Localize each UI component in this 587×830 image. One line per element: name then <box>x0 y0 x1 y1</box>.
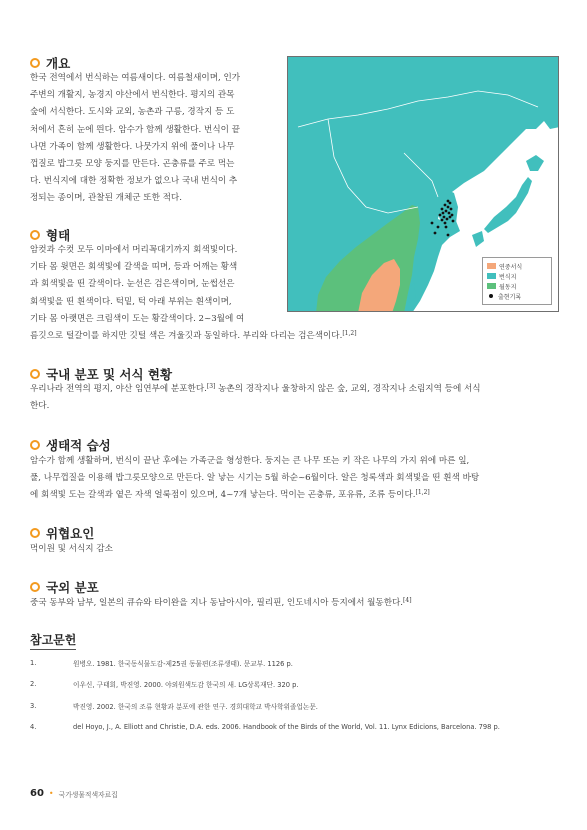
text-line: 정되는 종이며, 관찰된 개체군 또한 적다. <box>30 193 182 204</box>
text-line: 암컷과 수컷 모두 이마에서 머리꼭대기까지 회색빛이다. <box>30 245 238 255</box>
resident-swatch-icon <box>487 263 496 269</box>
text-line: 처에서 흔히 눈에 띈다. 암수가 함께 생활한다. 번식이 끝 <box>30 124 240 135</box>
text-line: 기타 몸 아랫면은 크림색이 도는 황갈색이다. 2~3월에 여 <box>30 313 245 324</box>
circle-bullet-icon <box>30 230 40 240</box>
legend-item-breeding: 번식지 <box>487 271 547 281</box>
section-title-morphology: 형태 <box>30 226 70 244</box>
circle-bullet-icon <box>30 58 40 68</box>
references-list <box>30 654 560 739</box>
reference-item: 3. 박진영. 2002. 한국의 조류 현황과 분포에 관한 연구. 경희대학교 박사학위졸업논문. <box>30 701 318 711</box>
text-line: 주변의 개활지, 농경지 야산에서 번식한다. 평지의 관목 <box>30 90 235 101</box>
publication-name: 국가생물적색자료집 <box>58 790 118 799</box>
text-line: 다. 번식지에 대한 정확한 정보가 없으나 국내 번식이 추 <box>30 176 238 187</box>
references-title: 참고문헌 <box>30 631 76 650</box>
section-title-overview: 개요 <box>30 54 70 72</box>
legend-item-record: 출현기록 <box>487 291 547 301</box>
text-line: 기타 몸 윗면은 회색빛에 갈색을 띠며, 등과 어깨는 황색 <box>30 262 238 273</box>
text-line: 나면 가족이 함께 생활한다. 나뭇가지 위에 풀이나 나무 <box>30 141 235 152</box>
citation: [1,2] <box>415 489 430 497</box>
circle-bullet-icon <box>30 528 40 538</box>
reference-item: 1. 원병오. 1981. 한국동식물도감-제25권 동물편(조류생태). 문교부. 1126 p. <box>30 659 293 668</box>
page-footer <box>30 788 118 799</box>
circle-bullet-icon <box>30 582 40 592</box>
reference-item: 2. 이우신, 구태회, 박진영. 2000. 야외원색도감 한국의 새. LG상록재단. 320 p. <box>30 680 299 690</box>
abroad-paragraph: 중국 동부와 남부, 일본의 큐슈와 타이완을 지나 동남아시아, 필리핀, 인도네시아 등지에서 월동한다.[4] <box>30 597 412 608</box>
wintering-swatch-icon <box>487 283 496 289</box>
circle-bullet-icon <box>30 369 40 379</box>
section-title-threats: 위협요인 <box>30 524 94 542</box>
section-title-ecology: 생태적 습성 <box>30 436 111 454</box>
circle-bullet-icon <box>30 440 40 450</box>
ecology-paragraph: 암수가 함께 생활하며, 번식이 끝난 후에는 가족군을 형성한다. 둥지는 큰 나무 또는 키 작은 나무의 가지 위에 마른 잎, 풀, 나무껍질을 이용해 밥그릇모양으로 만든다. 알 낳는 시기는 5월 하순~6월이다. 알은 청록색과 회색빛을 띤 흰색 바탕 에 회색빛 도는 갈색과 옅은 자색 얼룩점이 있으며, 4~7개 낳는다. 먹이는 곤충류, 포유류, 조류 등이다.[1,2] <box>30 456 480 501</box>
morphology-last-line: 름깃으로 털갈이를 하지만 깃털 색은 겨울깃과 동일하다. 부리와 다리는 검은색이다.[1,2] <box>30 330 357 341</box>
reference-item: 4. del Hoyo, J., A. Elliott and Christie, D.A. eds. 2006. Handbook of the Birds of the World, Vol. 11. Lynx Edicions, Barcelona. 798 p. <box>30 722 500 731</box>
section-title-abroad: 국외 분포 <box>30 578 99 596</box>
citation: [3] <box>206 383 216 390</box>
text-line: 껍질로 밥그릇 모양 둥지를 만든다. 곤충류를 주로 먹는 <box>30 159 235 170</box>
page-number: 60 <box>30 788 44 799</box>
morphology-paragraph <box>30 242 280 328</box>
legend-item-resident: 연중서식 <box>487 261 547 271</box>
citation: [1,2] <box>342 330 357 337</box>
footer-separator: • <box>48 789 54 798</box>
text-line: 한국 전역에서 번식하는 여름새이다. 여름철새이며, 인가 <box>30 73 241 83</box>
distribution-map <box>287 56 559 312</box>
overview-paragraph <box>30 70 280 208</box>
breeding-swatch-icon <box>487 273 496 279</box>
legend-item-wintering: 월동지 <box>487 281 547 291</box>
threats-paragraph: 먹이원 및 서식지 감소 <box>30 544 113 554</box>
distribution-paragraph: 우리나라 전역의 평지, 야산 임연부에 분포한다.[3] 농촌의 경작지나 울창하지 않은 숲, 교외, 경작지나 소림지역 등에 서식 한다. <box>30 383 481 412</box>
text-line: 숲에 서식한다. 도시와 교외, 농촌과 구릉, 경작지 등 도 <box>30 107 235 118</box>
citation: [4] <box>403 597 412 604</box>
section-title-distribution: 국내 분포 및 서식 현황 <box>30 365 172 383</box>
map-legend <box>482 257 552 305</box>
record-dot-icon <box>489 294 493 298</box>
text-line: 과 회색빛을 띤 갈색이다. 눈선은 검은색이며, 눈썹선은 <box>30 279 235 290</box>
text-line: 회색빛을 띤 흰색이다. 턱밑, 턱 아래 부위는 흰색이며, <box>30 296 232 307</box>
